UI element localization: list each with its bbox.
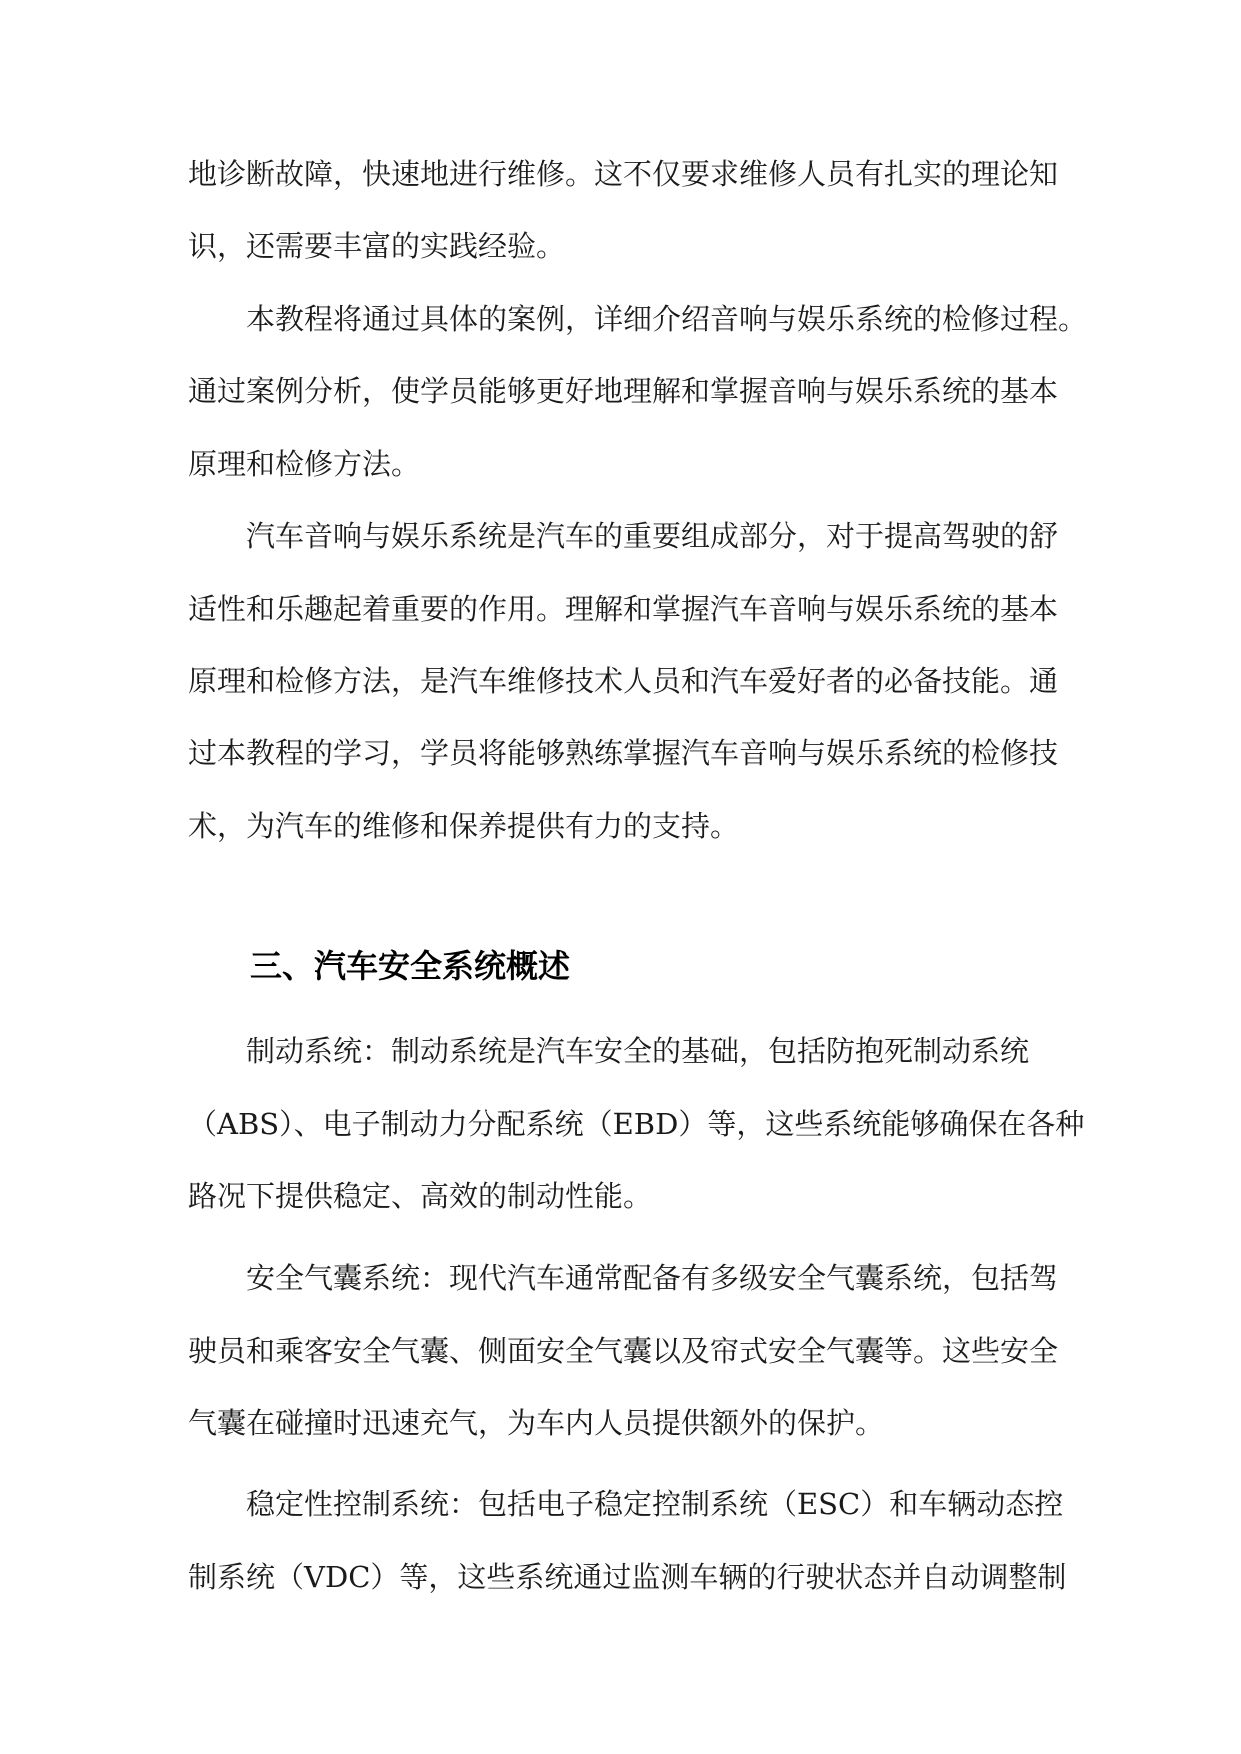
text-line: 适性和乐趣起着重要的作用。理解和掌握汽车音响与娱乐系统的基本 [188,592,1059,626]
text-line: 气囊在碰撞时迅速充气，为车内人员提供额外的保护。 [188,1406,885,1440]
text-line: 制系统（VDC）等，这些系统通过监测车辆的行驶状态并自动调整制 [188,1560,1067,1594]
text-line: 安全气囊系统：现代汽车通常配备有多级安全气囊系统，包括驾 [188,1261,1059,1295]
text-line: 制动系统：制动系统是汽车安全的基础，包括防抱死制动系统 [188,1034,1030,1068]
text-line: 驶员和乘客安全气囊、侧面安全气囊以及帘式安全气囊等。这些安全 [188,1334,1059,1368]
text-line: 原理和检修方法。 [188,447,421,481]
text-line: 术，为汽车的维修和保养提供有力的支持。 [188,809,740,843]
text-line: 识，还需要丰富的实践经验。 [188,229,566,263]
text-line: 本教程将通过具体的案例，详细介绍音响与娱乐系统的检修过程。 [188,302,1088,336]
text-line: （ABS）、电子制动力分配系统（EBD）等，这些系统能够确保在各种 [188,1107,1085,1141]
text-line: 路况下提供稳定、高效的制动性能。 [188,1179,653,1213]
text-line: 通过案例分析，使学员能够更好地理解和掌握音响与娱乐系统的基本 [188,374,1059,408]
text-line: 地诊断故障，快速地进行维修。这不仅要求维修人员有扎实的理论知 [188,157,1059,191]
text-line: 过本教程的学习，学员将能够熟练掌握汽车音响与娱乐系统的检修技 [188,736,1059,770]
text-line: 汽车音响与娱乐系统是汽车的重要组成部分，对于提高驾驶的舒 [188,519,1059,553]
text-line: 原理和检修方法，是汽车维修技术人员和汽车爱好者的必备技能。通 [188,664,1059,698]
section-heading: 三、汽车安全系统概述 [250,947,571,985]
text-line: 稳定性控制系统：包括电子稳定控制系统（ESC）和车辆动态控 [188,1487,1064,1521]
